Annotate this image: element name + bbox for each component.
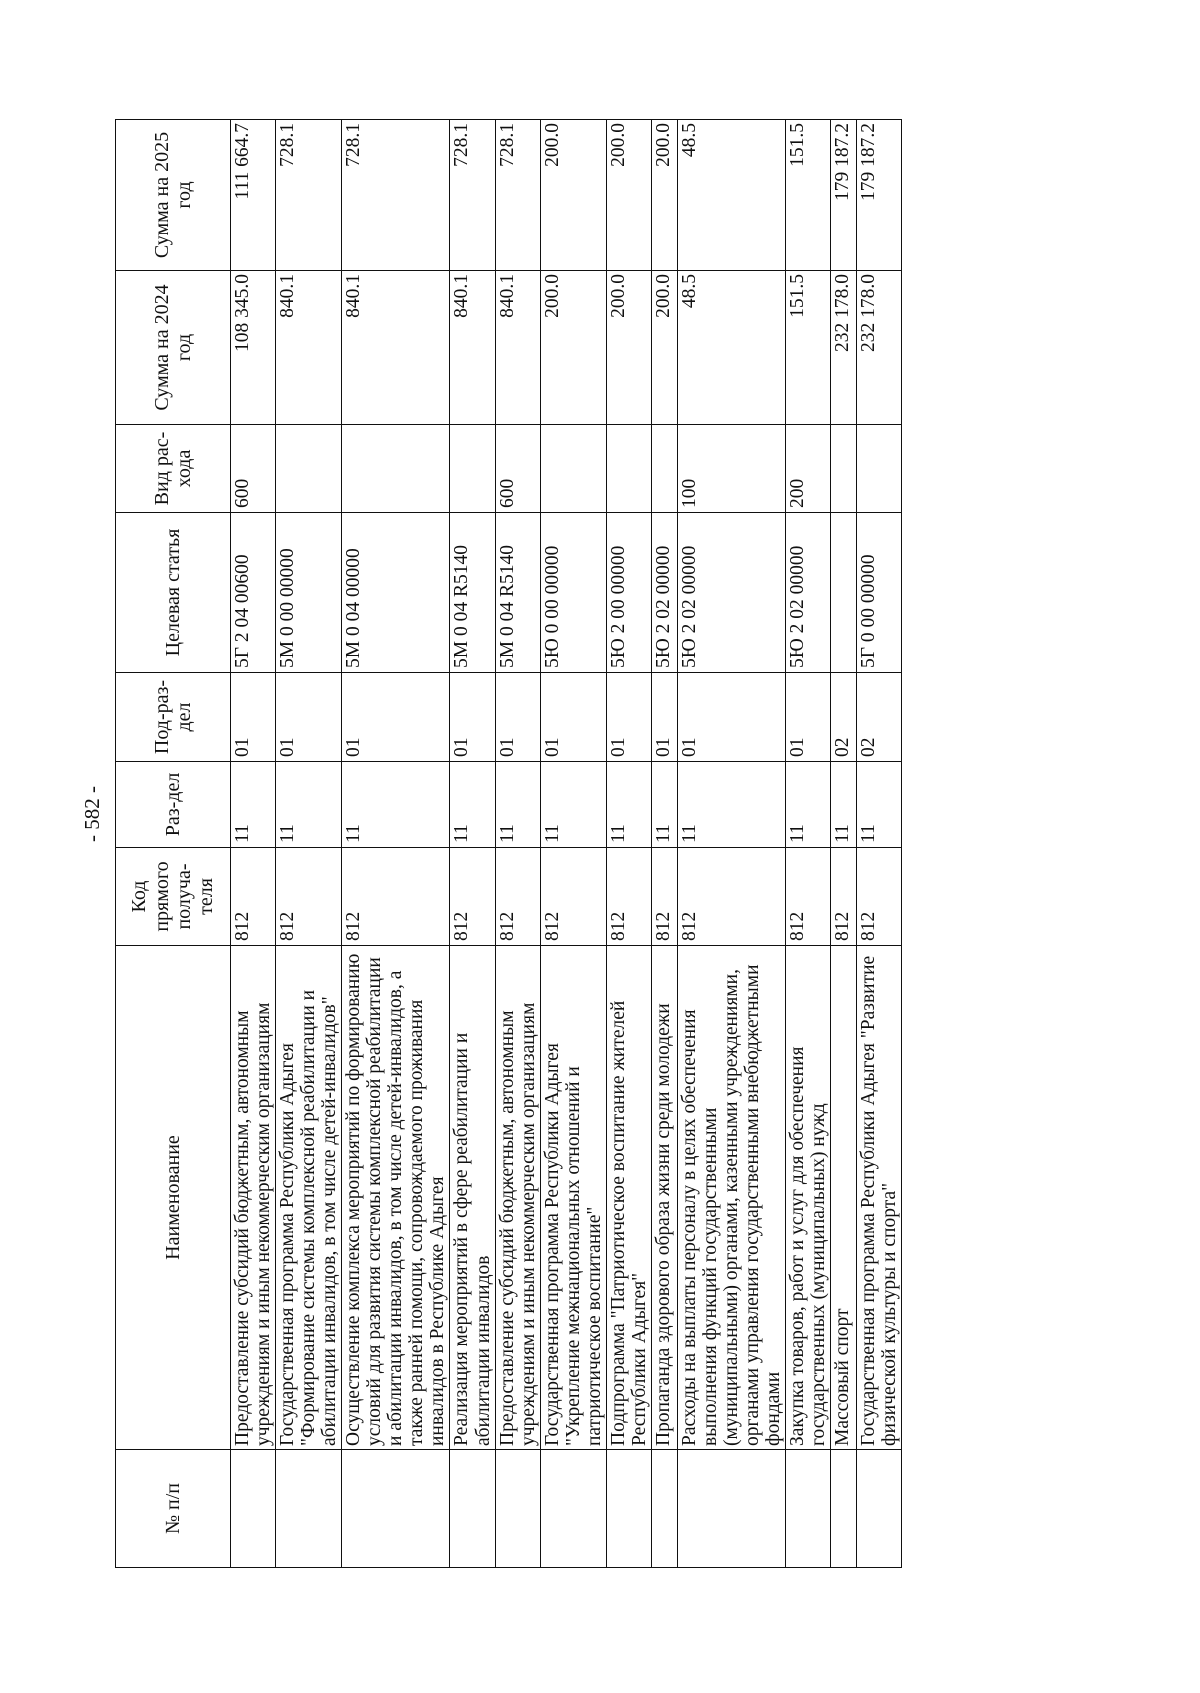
cell-sum-2025: 728.1 — [450, 120, 495, 271]
cell-expense-type — [606, 425, 651, 513]
cell-num — [651, 1450, 677, 1568]
cell-num — [606, 1450, 651, 1568]
cell-section: 11 — [831, 762, 857, 848]
cell-subsection: 01 — [495, 673, 540, 762]
header-recipient-code: Код прямого получа-теля — [116, 848, 231, 946]
cell-num — [276, 1450, 342, 1568]
cell-subsection: 01 — [786, 673, 831, 762]
cell-recipient-code: 812 — [342, 848, 450, 946]
cell-name: Предоставление субсидий бюджетным, автономным учреждениям и иным некоммерческим организациям — [495, 946, 540, 1450]
cell-name: Подпрограмма "Патриотическое воспитание жителей Республики Адыгея" — [606, 946, 651, 1450]
cell-sum-2025: 728.1 — [342, 120, 450, 271]
header-num: № п/п — [116, 1450, 231, 1568]
header-sum-2024: Сумма на 2024 год — [116, 271, 231, 425]
cell-target: 5М 0 04 R5140 — [450, 513, 495, 673]
cell-subsection: 01 — [276, 673, 342, 762]
cell-target: 5Ю 2 02 00000 — [651, 513, 677, 673]
cell-subsection: 01 — [342, 673, 450, 762]
table-row — [831, 120, 857, 1568]
cell-expense-type — [857, 425, 902, 513]
cell-recipient-code: 812 — [677, 848, 785, 946]
cell-expense-type: 100 — [677, 425, 785, 513]
cell-section: 11 — [540, 762, 606, 848]
cell-num — [495, 1450, 540, 1568]
cell-section: 11 — [231, 762, 276, 848]
table-row — [276, 120, 342, 1568]
table-row — [540, 120, 606, 1568]
cell-sum-2024: 151.5 — [786, 271, 831, 425]
cell-expense-type: 600 — [495, 425, 540, 513]
cell-name: Государственная программа Республики Адыгея "Формирование системы комплексной реабилитации и абилитации инвалидов, в том числе детей-инвалидов" — [276, 946, 342, 1450]
cell-recipient-code: 812 — [276, 848, 342, 946]
cell-expense-type: 600 — [231, 425, 276, 513]
cell-name: Осуществление комплекса мероприятий по формированию условий для развития системы комплексной реабилитации и абилитации инвалидов, в том числе детей-инвалидов, а также ранней помощи, сопровождаемого проживания инвалидов в Республике Адыгея — [342, 946, 450, 1450]
cell-sum-2025: 111 664.7 — [231, 120, 276, 271]
cell-recipient-code: 812 — [606, 848, 651, 946]
cell-target: 5Ю 2 00 00000 — [606, 513, 651, 673]
cell-expense-type — [651, 425, 677, 513]
cell-name: Массовый спорт — [831, 946, 857, 1450]
cell-target: 5М 0 00 00000 — [276, 513, 342, 673]
cell-subsection: 01 — [606, 673, 651, 762]
cell-num — [677, 1450, 785, 1568]
cell-name: Государственная программа Республики Адыгея "Развитие физической культуры и спорта" — [857, 946, 902, 1450]
cell-sum-2025: 179 187.2 — [831, 120, 857, 271]
cell-section: 11 — [677, 762, 785, 848]
cell-sum-2025: 200.0 — [540, 120, 606, 271]
cell-sum-2025: 728.1 — [276, 120, 342, 271]
cell-sum-2024: 840.1 — [342, 271, 450, 425]
header-expense-type: Вид рас-хода — [116, 425, 231, 513]
page-number: - 582 - — [80, 786, 104, 842]
table-row — [651, 120, 677, 1568]
cell-name: Государственная программа Республики Адыгея "Укрепление межнациональных отношений и патриотическое воспитание" — [540, 946, 606, 1450]
cell-section: 11 — [495, 762, 540, 848]
cell-section: 11 — [786, 762, 831, 848]
budget-table — [115, 119, 902, 1568]
cell-subsection: 02 — [831, 673, 857, 762]
cell-name: Предоставление субсидий бюджетным, автономным учреждениям и иным некоммерческим организациям — [231, 946, 276, 1450]
cell-sum-2025: 200.0 — [651, 120, 677, 271]
header-section: Раз-дел — [116, 762, 231, 848]
cell-recipient-code: 812 — [495, 848, 540, 946]
cell-name: Реализация мероприятий в сфере реабилитации и абилитации инвалидов — [450, 946, 495, 1450]
table-row — [677, 120, 785, 1568]
cell-section: 11 — [857, 762, 902, 848]
cell-section: 11 — [342, 762, 450, 848]
cell-expense-type — [342, 425, 450, 513]
cell-target — [831, 513, 857, 673]
cell-sum-2024: 232 178.0 — [831, 271, 857, 425]
cell-target: 5Ю 2 02 00000 — [677, 513, 785, 673]
cell-section: 11 — [606, 762, 651, 848]
cell-expense-type — [540, 425, 606, 513]
cell-expense-type — [450, 425, 495, 513]
cell-name: Расходы на выплаты персоналу в целях обеспечения выполнения функций государственными (муниципальными) органами, казенными учреждениями, органами управления государственными внебюджетными фондами — [677, 946, 785, 1450]
cell-section: 11 — [276, 762, 342, 848]
cell-section: 11 — [651, 762, 677, 848]
cell-sum-2024: 200.0 — [606, 271, 651, 425]
cell-recipient-code: 812 — [831, 848, 857, 946]
cell-recipient-code: 812 — [857, 848, 902, 946]
cell-num — [857, 1450, 902, 1568]
cell-subsection: 01 — [540, 673, 606, 762]
cell-recipient-code: 812 — [450, 848, 495, 946]
table-row — [495, 120, 540, 1568]
budget-table-frame — [115, 120, 1039, 1568]
table-row — [342, 120, 450, 1568]
table-row — [606, 120, 651, 1568]
cell-recipient-code: 812 — [231, 848, 276, 946]
cell-sum-2024: 840.1 — [276, 271, 342, 425]
cell-sum-2024: 48.5 — [677, 271, 785, 425]
cell-sum-2025: 728.1 — [495, 120, 540, 271]
table-row — [231, 120, 276, 1568]
cell-name: Пропаганда здорового образа жизни среди молодежи — [651, 946, 677, 1450]
header-subsection: Под-раз-дел — [116, 673, 231, 762]
cell-recipient-code: 812 — [786, 848, 831, 946]
cell-num — [231, 1450, 276, 1568]
table-row — [786, 120, 831, 1568]
cell-sum-2024: 200.0 — [651, 271, 677, 425]
cell-target: 5Ю 0 00 00000 — [540, 513, 606, 673]
cell-subsection: 01 — [231, 673, 276, 762]
cell-num — [450, 1450, 495, 1568]
cell-sum-2024: 840.1 — [450, 271, 495, 425]
header-row — [116, 120, 231, 1568]
cell-name: Закупка товаров, работ и услуг для обеспечения государственных (муниципальных) нужд — [786, 946, 831, 1450]
cell-sum-2025: 48.5 — [677, 120, 785, 271]
table-row — [857, 120, 902, 1568]
cell-sum-2025: 151.5 — [786, 120, 831, 271]
cell-expense-type: 200 — [786, 425, 831, 513]
header-sum-2025: Сумма на 2025 год — [116, 120, 231, 271]
cell-subsection: 01 — [651, 673, 677, 762]
cell-sum-2025: 200.0 — [606, 120, 651, 271]
cell-target: 5Г 2 04 00600 — [231, 513, 276, 673]
cell-subsection: 02 — [857, 673, 902, 762]
cell-num — [540, 1450, 606, 1568]
cell-num — [831, 1450, 857, 1568]
cell-target: 5Ю 2 02 00000 — [786, 513, 831, 673]
cell-expense-type — [831, 425, 857, 513]
cell-target: 5М 0 04 00000 — [342, 513, 450, 673]
cell-expense-type — [276, 425, 342, 513]
cell-subsection: 01 — [450, 673, 495, 762]
cell-target: 5М 0 04 R5140 — [495, 513, 540, 673]
cell-recipient-code: 812 — [540, 848, 606, 946]
cell-sum-2024: 840.1 — [495, 271, 540, 425]
cell-recipient-code: 812 — [651, 848, 677, 946]
cell-num — [342, 1450, 450, 1568]
cell-sum-2024: 108 345.0 — [231, 271, 276, 425]
cell-sum-2025: 179 187.2 — [857, 120, 902, 271]
cell-sum-2024: 232 178.0 — [857, 271, 902, 425]
cell-subsection: 01 — [677, 673, 785, 762]
cell-sum-2024: 200.0 — [540, 271, 606, 425]
cell-num — [786, 1450, 831, 1568]
table-row — [450, 120, 495, 1568]
header-name: Наименование — [116, 946, 231, 1450]
cell-target: 5Г 0 00 00000 — [857, 513, 902, 673]
header-target: Целевая статья — [116, 513, 231, 673]
cell-section: 11 — [450, 762, 495, 848]
